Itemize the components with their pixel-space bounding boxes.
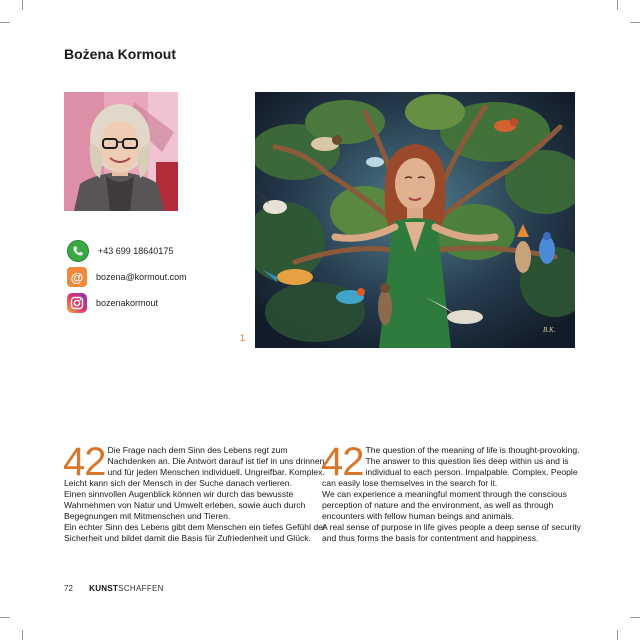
crop-mark: [617, 0, 618, 10]
publication-brand: [89, 584, 164, 593]
crop-mark: [0, 617, 10, 618]
brand-regular: SCHAFFEN: [118, 584, 164, 593]
crop-mark: [22, 0, 23, 10]
text-column-german: [63, 440, 326, 544]
artist-portrait: [64, 92, 178, 211]
crop-mark: [630, 617, 640, 618]
body-text-english: The question of the meaning of life is thought-provoking. The answer to this question lies deep within us and is individual to each person. Impalpable. Complex. People can easily lose themselves in the search for it. We can experience a meaningful moment through the conscious perception of nature and the environment, as well as through encounters with fellow human beings and animals. A real sense of purpose in life gives people a deep sense of security and thus forms the basis for contentment and happiness.: [322, 445, 581, 543]
text-column-english: [321, 440, 584, 544]
at-sign-icon: @: [67, 267, 87, 287]
crop-mark: [0, 22, 10, 23]
brand-bold: KUNST: [89, 584, 119, 593]
big-number-german: 42: [63, 440, 106, 484]
instagram-handle: bozenakormout: [96, 298, 159, 308]
instagram-icon: [67, 293, 87, 313]
body-text-german: Die Frage nach dem Sinn des Lebens regt zum Nachdenken an. Die Antwort darauf ist tief in uns drinnen und für jeden Menschen individuell. Ungreifbar. Komplex. Leicht kann sich der Mensch in der Suche danach verlieren. Einen sinnvollen Augenblick können wir durch das bewusste Wahrnehmen von Natur und Umwelt erleben, sowie auch durch Begegnungen mit Mitmenschen und Tieren. Ein echter Sinn des Lebens gibt dem Menschen ein tiefes Gefühl der Sicherheit und bildet damit die Basis für Zufriedenheit und Glück.: [64, 445, 326, 543]
phone-icon: [67, 240, 89, 262]
svg-text:B.K.: B.K.: [543, 326, 556, 334]
phone-number: +43 699 18640175: [98, 246, 174, 256]
email-address: bozena@kormout.com: [96, 272, 187, 282]
contact-email[interactable]: [67, 267, 187, 287]
painting-artwork: [255, 92, 575, 348]
contact-instagram[interactable]: [67, 293, 158, 313]
page-footer: [64, 584, 164, 593]
page-number: 72: [64, 584, 73, 593]
artist-name: Bożena Kormout: [64, 46, 176, 62]
big-number-english: 42: [321, 440, 364, 484]
crop-mark: [630, 22, 640, 23]
crop-mark: [22, 630, 23, 640]
crop-mark: [617, 630, 618, 640]
contact-phone[interactable]: [67, 241, 173, 261]
artwork-caption-number: 1: [240, 333, 246, 343]
